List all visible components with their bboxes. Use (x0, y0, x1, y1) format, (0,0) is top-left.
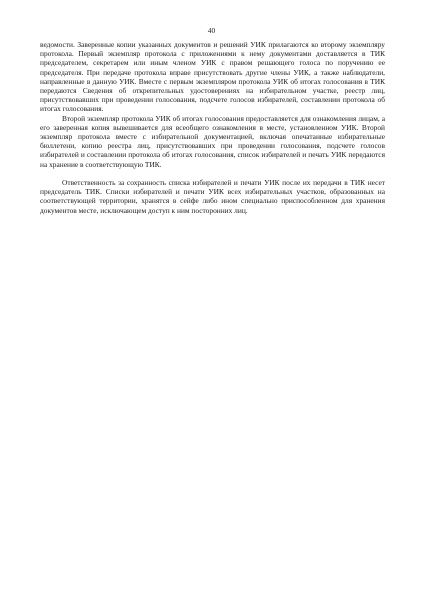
paragraph-second-copy: Второй экземпляр протокола УИК об итогах голосования предоставляется для ознакомления лицам, а его заверенная копия вывешивается для всеобщего ознакомления в месте, установленном УИК. Второй экземпляр протокола вместе с избирательной документацией, включая опечатанные избирательные бюллетени, копию реестра лиц, присутствовавших при проведении голосования, подсчете голосов избирателей и составлении протокола об итогах голосования, список избирателей и печать УИК передаются на хранение в соответствующую ТИК. (40, 113, 385, 169)
paragraph-delivery-of-protocol: ведомости. Заверенные копии указанных документов и решений УИК прилагаются ко второму экземпляру протокола. Первый экземпляр протокола с приложениями к нему документами доставляется в ТИК председателем, секретарем или иным членом УИК с правом решающего голоса по поручению ее председателя. При передаче протокола вправе присутствовать другие члены УИК, а также наблюдатели, направленные в данную УИК. Вместе с первым экземпляром протокола УИК об итогах голосования в ТИК передаются Сведения об открепительных удостоверениях на избирательном участке, реестр лиц, присутствовавших при проведении голосования, подсчете голосов избирателей, составлении протокола об итогах голосования. (40, 40, 385, 114)
page-number: 40 (207, 26, 216, 35)
body-text (40, 40, 385, 215)
paragraph-responsibility: Ответственность за сохранность списка избирателей и печати УИК после их передачи в ТИК несет председатель ТИК. Списки избирателей и печати УИК всех избирательных участков, образованных на соответствующей территории, хранятся в сейфе либо ином специально приспособленном для хранения документов месте, исключающем доступ к ним посторонних лиц. (40, 178, 385, 215)
